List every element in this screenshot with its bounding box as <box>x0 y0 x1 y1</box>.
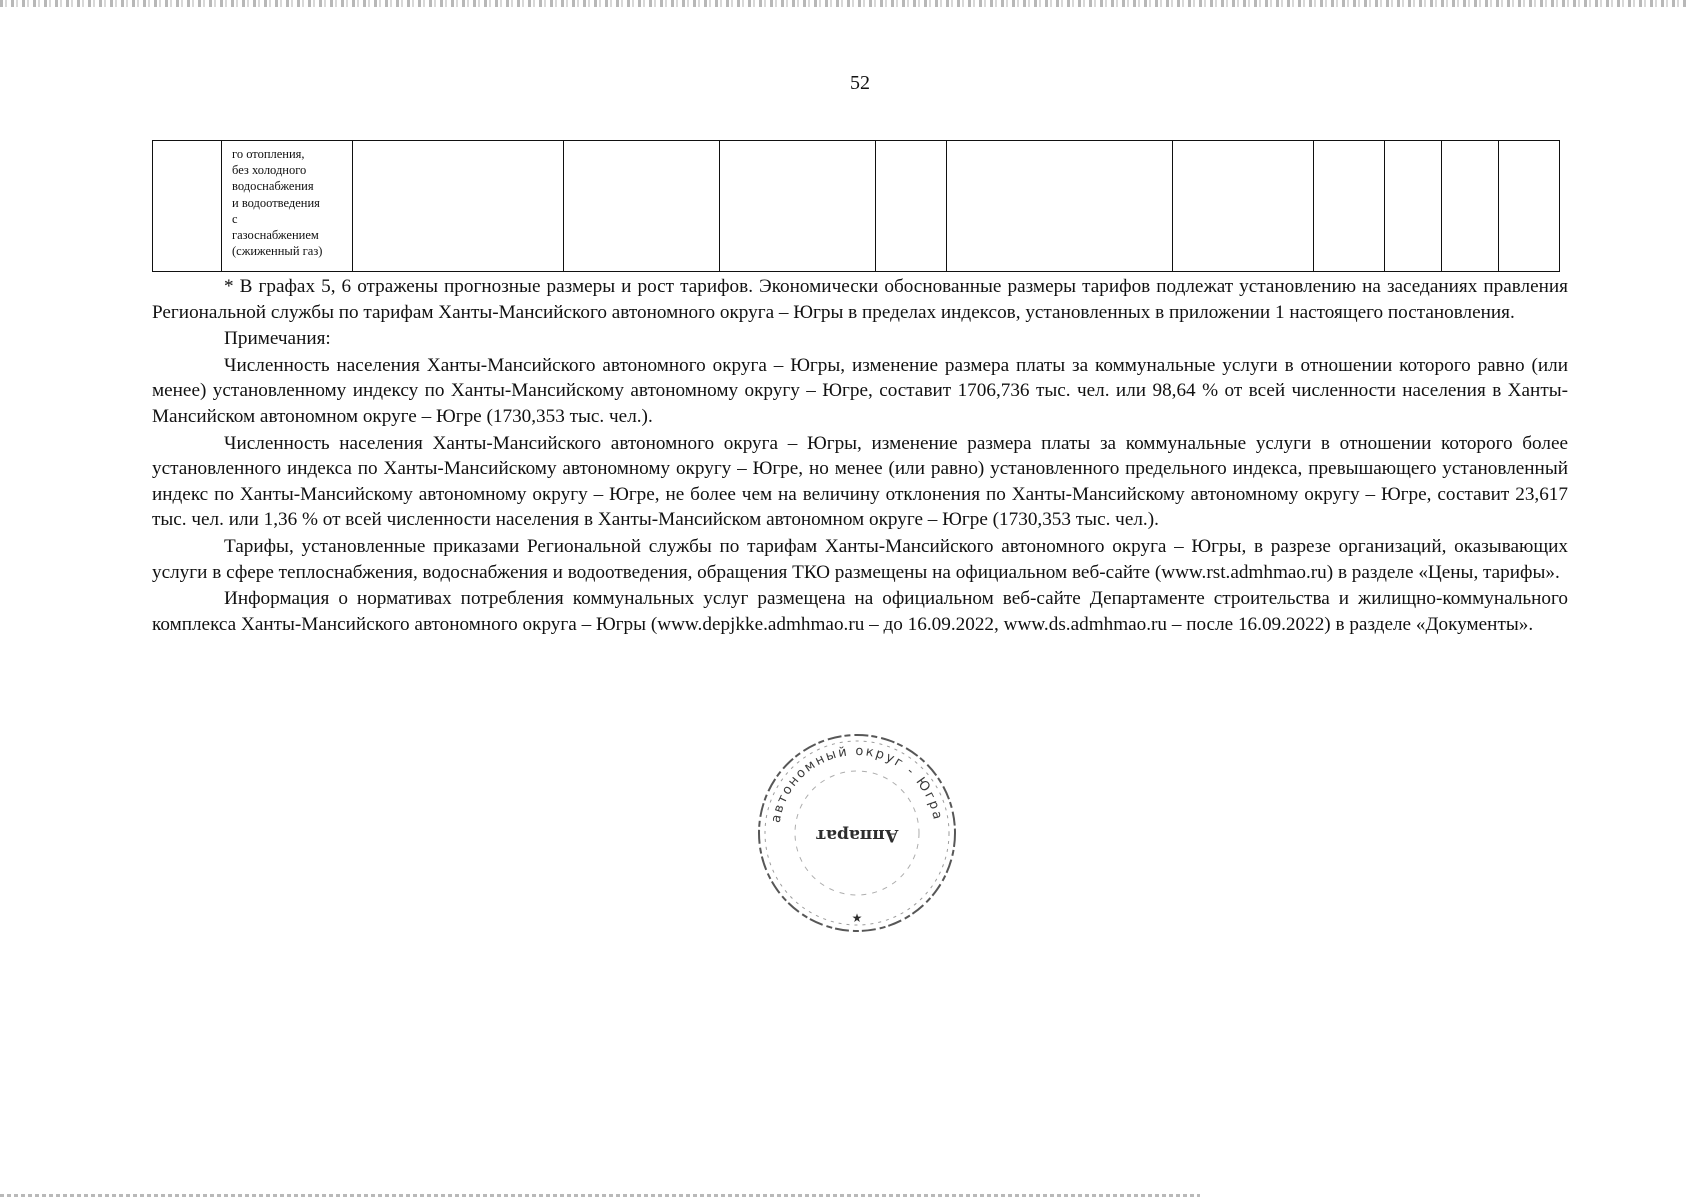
table-cell <box>1314 141 1385 272</box>
stamp-star-icon: ★ <box>851 911 863 925</box>
scan-edge-top <box>0 0 1686 7</box>
table-cell <box>564 141 720 272</box>
cell-text: го отопления, без холодного водоснабжения и водоотведения с газоснабжением (сжиженный газ) <box>232 147 323 259</box>
document-body <box>152 274 1568 637</box>
table-row <box>153 141 1560 272</box>
note-paragraph: Численность населения Ханты-Мансийского автономного округа – Югры, изменение размера платы за коммунальные услуги в отношении которого более установленного индекса по Ханты-Мансийскому автономному округу – Югре, но менее (или равно) установленного предельного индекса, превышающего установленный индекс по Ханты-Мансийскому автономному округу – Югре, не более чем на величину отклонения по Ханты-Мансийскому автономному округу – Югре, составит 23,617 тыс. чел. или 1,36 % от всей численности населения в Ханты-Мансийском автономном округе – Югре (1730,353 тыс. чел.). <box>152 432 1568 531</box>
table-cell <box>947 141 1173 272</box>
official-stamp-seal <box>752 728 962 938</box>
note-paragraph: Информация о нормативах потребления коммунальных услуг размещена на официальном веб-сайте Департаменте строительства и жилищно-коммунального комплекса Ханты-Мансийского автономного округа – Югры (www.depjkke.admhmao.ru – до 16.09.2022, www.ds.admhmao.ru – после 16.09.2022) в разделе «Документы». <box>152 588 1568 635</box>
stamp-center-text: Аппарат <box>815 825 899 845</box>
table-cell <box>153 141 222 272</box>
note-paragraph: Численность населения Ханты-Мансийского автономного округа – Югры, изменение размера платы за коммунальные услуги в отношении которого равно (или менее) установленному индексу по Ханты-Мансийскому автономному округу – Югре, составит 1706,736 тыс. чел. или 98,64 % от всей численности населения в Ханты-Мансийском автономном округе – Югре (1730,353 тыс. чел.). <box>152 354 1568 427</box>
table-cell <box>876 141 947 272</box>
scan-edge-bottom <box>0 1194 1200 1197</box>
table-cell <box>720 141 876 272</box>
footnote-paragraph: * В графах 5, 6 отражены прогнозные размеры и рост тарифов. Экономически обоснованные размеры тарифов подлежат установлению на заседаниях правления Региональной службы по тарифам Ханты-Мансийского автономного округа – Югры в пределах индексов, установленных в приложении 1 настоящего постановления. <box>152 276 1568 323</box>
table-cell <box>1385 141 1442 272</box>
table-cell <box>1499 141 1560 272</box>
table-cell <box>353 141 564 272</box>
page-number: 52 <box>850 72 870 94</box>
svg-text:автономный округ - Югра <box>769 744 945 824</box>
table-cell <box>1442 141 1499 272</box>
tariff-table-fragment <box>152 140 1560 272</box>
table-cell <box>1173 141 1314 272</box>
notes-heading: Примечания: <box>224 328 331 350</box>
table-cell-description <box>222 141 353 272</box>
note-paragraph: Тарифы, установленные приказами Региональной службы по тарифам Ханты-Мансийского автономного округа – Югры, в разрезе организаций, оказывающих услуги в сфере теплоснабжения, водоснабжения и водоотведения, обращения ТКО размещены на официальном веб-сайте (www.rst.admhmao.ru) в разделе «Цены, тарифы». <box>152 535 1568 583</box>
stamp-ring-text: автономный округ - Югра <box>768 743 946 824</box>
